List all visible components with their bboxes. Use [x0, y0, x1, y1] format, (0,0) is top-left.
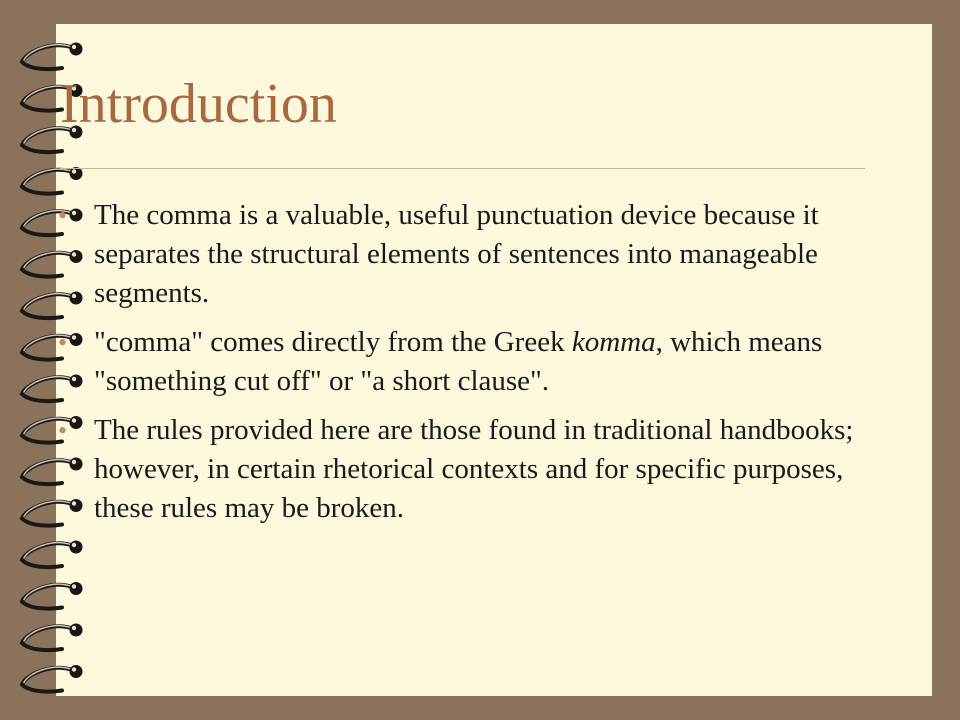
- bullet-item: [58, 323, 858, 401]
- bullet-mark: •: [58, 416, 68, 445]
- bullet-item: [58, 411, 858, 528]
- bullet-segment: The rules provided here are those found in traditional handbooks; however, in certain rhetorical contexts and for specific purposes, these rules may be broken.: [94, 414, 854, 524]
- bullet-mark: •: [58, 328, 68, 357]
- bullet-segment: "comma" comes directly from the Greek: [94, 326, 572, 358]
- binding-ring: [22, 582, 83, 609]
- bullet-segment-italic: komma: [571, 326, 656, 358]
- binding-ring: [22, 624, 83, 651]
- bullet-segment: The comma is a valuable, useful punctuation device because it separates the structural elements of sentences into manageable segments.: [94, 199, 819, 309]
- bullet-text: [94, 411, 858, 528]
- bullet-text: [94, 196, 858, 313]
- binding-ring: [22, 541, 83, 568]
- bullet-mark: •: [58, 201, 68, 230]
- binding-ring: [22, 665, 83, 692]
- binding-ring: [22, 167, 83, 194]
- binding-ring: [22, 43, 83, 70]
- title-divider: [60, 168, 865, 169]
- bullet-item: [58, 196, 858, 313]
- bullet-segment: , which means "something cut off" or "a short clause".: [94, 326, 823, 397]
- bullet-text: [94, 323, 858, 401]
- bullet-list: [58, 196, 858, 538]
- slide-title: Introduction: [60, 73, 337, 135]
